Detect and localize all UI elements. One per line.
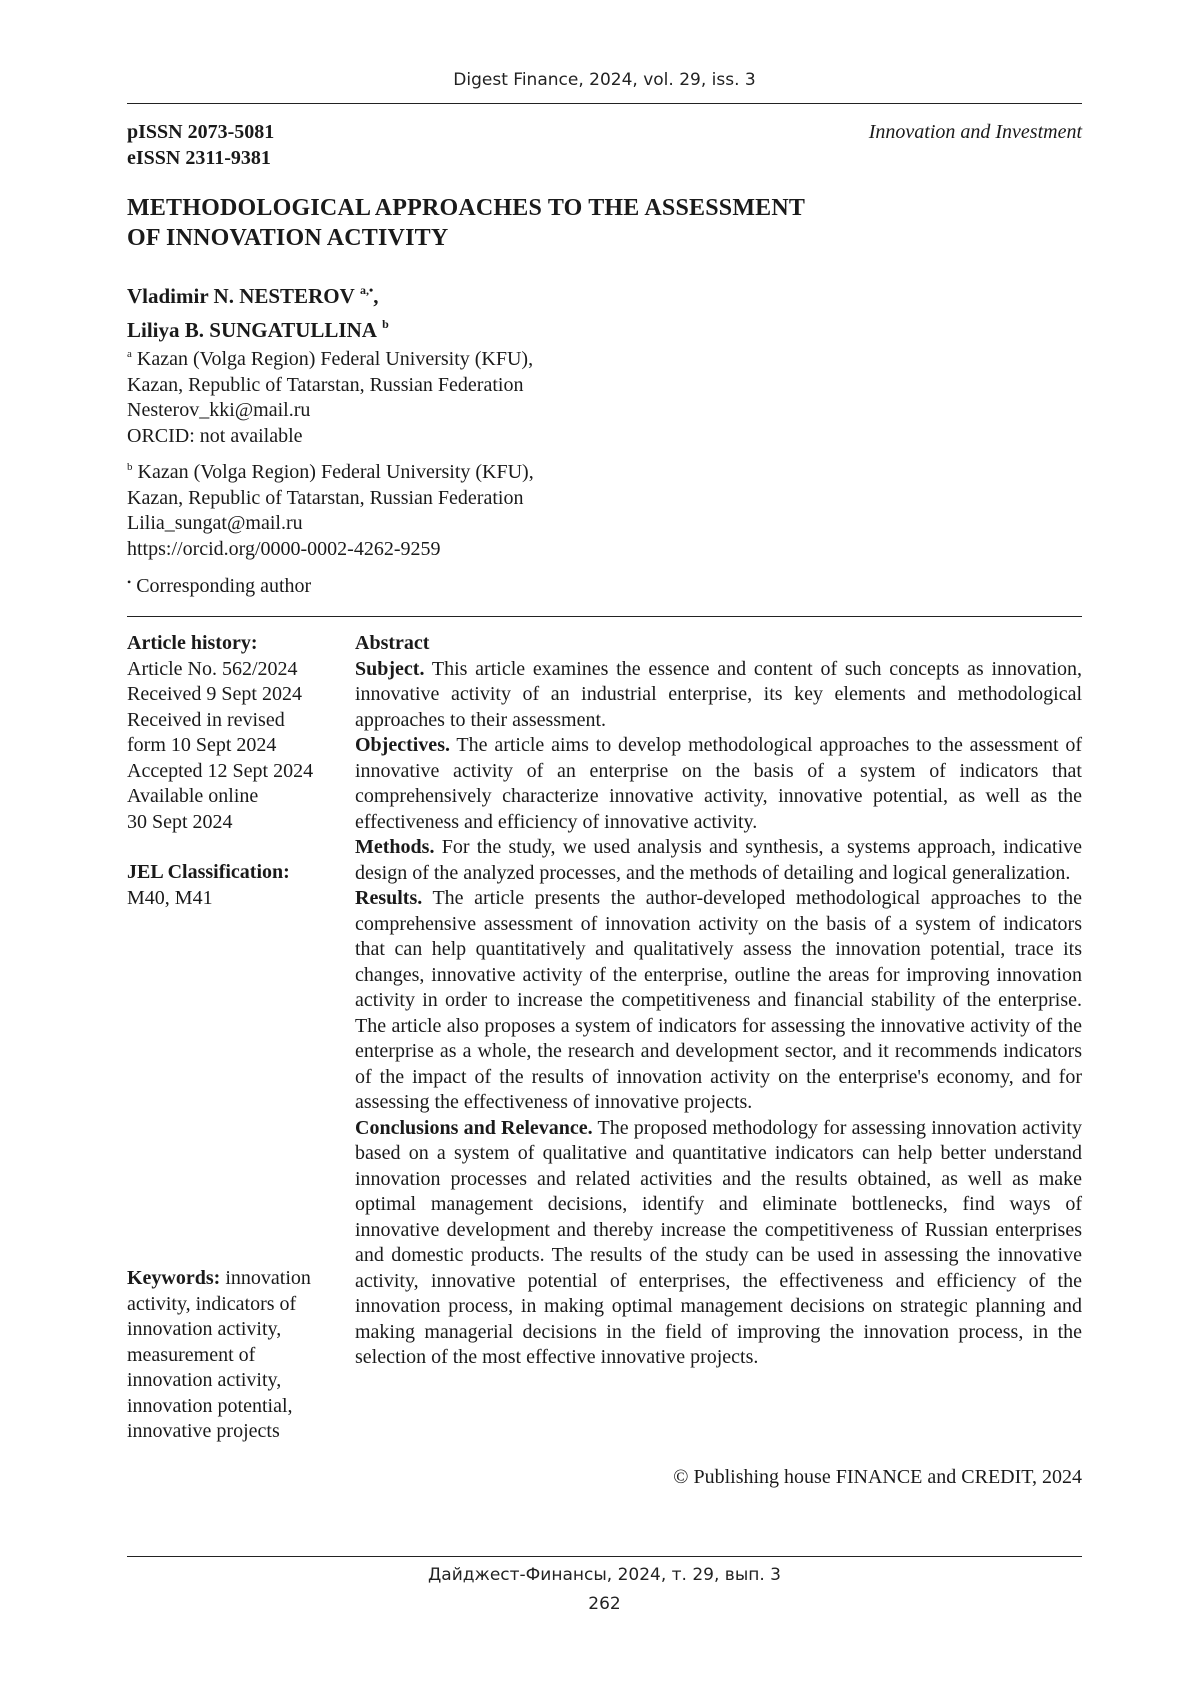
affiliation-b (127, 455, 534, 562)
corresponding-mark: • (127, 575, 132, 589)
corresponding-text: Corresponding author (136, 575, 312, 597)
page-number: 262 (588, 1594, 621, 1614)
abstract-methods-label: Methods. (355, 836, 435, 858)
affiliation-a-orcid: ORCID: not available (127, 424, 303, 447)
author-2-name: Liliya B. SUNGATULLINA (127, 318, 377, 342)
affiliation-a-location: Kazan, Republic of Tatarstan, Russian Federation (127, 373, 524, 396)
abstract (355, 631, 1082, 1371)
author-1-suffix: , (373, 284, 379, 308)
affiliation-b-line-1 (127, 455, 534, 486)
history-line: Received in revised (127, 708, 285, 731)
keywords (127, 1266, 332, 1445)
running-footer: Дайджест-Финансы, 2024, т. 29, вып. 3 (428, 1565, 781, 1585)
article-title (127, 193, 887, 253)
abstract-results-label: Results. (355, 887, 423, 909)
abstract-methods (355, 835, 1082, 886)
jel-classification (127, 860, 337, 911)
article-history (127, 631, 337, 835)
affiliation-a-institution: Kazan (Volga Region) Federal University (KFU), (136, 348, 534, 370)
author-list (127, 276, 389, 344)
electronic-issn: eISSN 2311-9381 (127, 147, 271, 169)
article-history-heading: Article history: (127, 632, 258, 654)
author-1-marks: a,• (359, 283, 374, 297)
author-2-marks: b (382, 317, 389, 331)
abstract-objectives-text: The article aims to develop methodological approaches to the assessment of innovative activity of an enterprise on the basis of a system of indicators that comprehensively characterize innovative activity, innovative potential, as well as the effectiveness and efficiency of innovative activity. (355, 734, 1082, 833)
history-line: Received 9 Sept 2024 (127, 683, 302, 705)
affiliation-a-email[interactable]: Nesterov_kki@mail.ru (127, 399, 311, 421)
history-line: Available online (127, 785, 259, 807)
author-2 (127, 310, 389, 344)
affiliation-b-institution: Kazan (Volga Region) Federal University (KFU), (137, 461, 534, 483)
issn-block (127, 119, 274, 171)
print-issn: pISSN 2073-5081 (127, 121, 275, 143)
history-line: form 10 Sept 2024 (127, 734, 277, 756)
abstract-objectives-label: Objectives. (355, 734, 450, 756)
abstract-heading: Abstract (355, 632, 430, 654)
abstract-results-text: The article presents the author-developed methodological approaches to the comprehensive assessment of innovation activity on the basis of a system of indicators that can help quantitatively and qualitatively assess the innovation potential, trace its changes, innovative activity of the enterprise, outline the areas for improving innovation activity in order to increase the competitiveness and financial stability of the enterprise. The article also proposes a system of indicators for assessing the innovative activity of the enterprise as a whole, the research and development sector, and it recommends indicators of the impact of the results of innovation activity on the enterprise's economy, and for assessing the effectiveness of innovative projects. (355, 887, 1082, 1113)
abstract-conclusions-text: The proposed methodology for assessing innovation activity based on a system of qualitative and quantitative indicators can help better understand innovation processes and related activities and the results obtained, as well as make optimal management decisions, identify and eliminate bottlenecks, find ways of innovative development and thereby increase the competitiveness of Russian enterprises and domestic products. The results of the study can be used in assessing the innovative activity, innovative potential of enterprises, the effectiveness and efficiency of the innovation process, in making optimal management decisions on strategic planning and making managerial decisions in the field of improving the innovation process, in the selection of the most effective innovative projects. (355, 1116, 1082, 1368)
running-header: Digest Finance, 2024, vol. 29, iss. 3 (453, 70, 756, 90)
header-rule (127, 103, 1082, 104)
abstract-subject-text: This article examines the essence and content of such concepts as innovation, innovative activity of an industrial enterprise, its key elements and methodological approaches to their assessment. (355, 657, 1083, 731)
jel-codes: M40, M41 (127, 886, 213, 909)
history-line: Article No. 562/2024 (127, 657, 298, 680)
copyright-notice: © Publishing house FINANCE and CREDIT, 2024 (673, 1466, 1082, 1488)
author-1-name: Vladimir N. NESTEROV (127, 284, 355, 308)
title-line-2: OF INNOVATION ACTIVITY (127, 225, 449, 251)
history-line: 30 Sept 2024 (127, 810, 233, 833)
affiliation-b-mark: b (127, 461, 133, 473)
abstract-conclusions-label: Conclusions and Relevance. (355, 1116, 593, 1139)
affiliation-b-orcid-link[interactable]: https://orcid.org/0000-0002-4262-9259 (127, 537, 441, 560)
abstract-subject-label: Subject. (355, 657, 425, 680)
affiliation-a-line-1 (127, 342, 533, 373)
section-name: Innovation and Investment (868, 121, 1082, 143)
affiliation-a-mark: a (127, 348, 132, 360)
abstract-conclusions (355, 1116, 1082, 1371)
abstract-objectives (355, 733, 1082, 835)
author-1 (127, 276, 389, 310)
abstract-methods-text: For the study, we used analysis and synthesis, a systems approach, indicative design of the analyzed processes, and the methods of detailing and logical generalization. (355, 836, 1082, 884)
section-rule (127, 616, 1082, 617)
history-line: Accepted 12 Sept 2024 (127, 759, 314, 782)
footer-rule (127, 1556, 1082, 1557)
keywords-heading: Keywords: (127, 1267, 221, 1289)
title-line-1: METHODOLOGICAL APPROACHES TO THE ASSESSMENT (127, 195, 806, 221)
affiliation-a (127, 342, 533, 449)
abstract-results (355, 886, 1082, 1116)
abstract-subject (355, 657, 1082, 734)
affiliation-b-email[interactable]: Lilia_sungat@mail.ru (127, 512, 303, 534)
affiliation-b-location: Kazan, Republic of Tatarstan, Russian Federation (127, 486, 524, 509)
corresponding-author-note (127, 570, 311, 599)
jel-heading: JEL Classification: (127, 861, 290, 883)
keywords-text: innovation activity, indicators of innovation activity, measurement of innovation activity, innovation potential, innovative projects (127, 1267, 311, 1442)
article-page (127, 0, 1082, 1697)
